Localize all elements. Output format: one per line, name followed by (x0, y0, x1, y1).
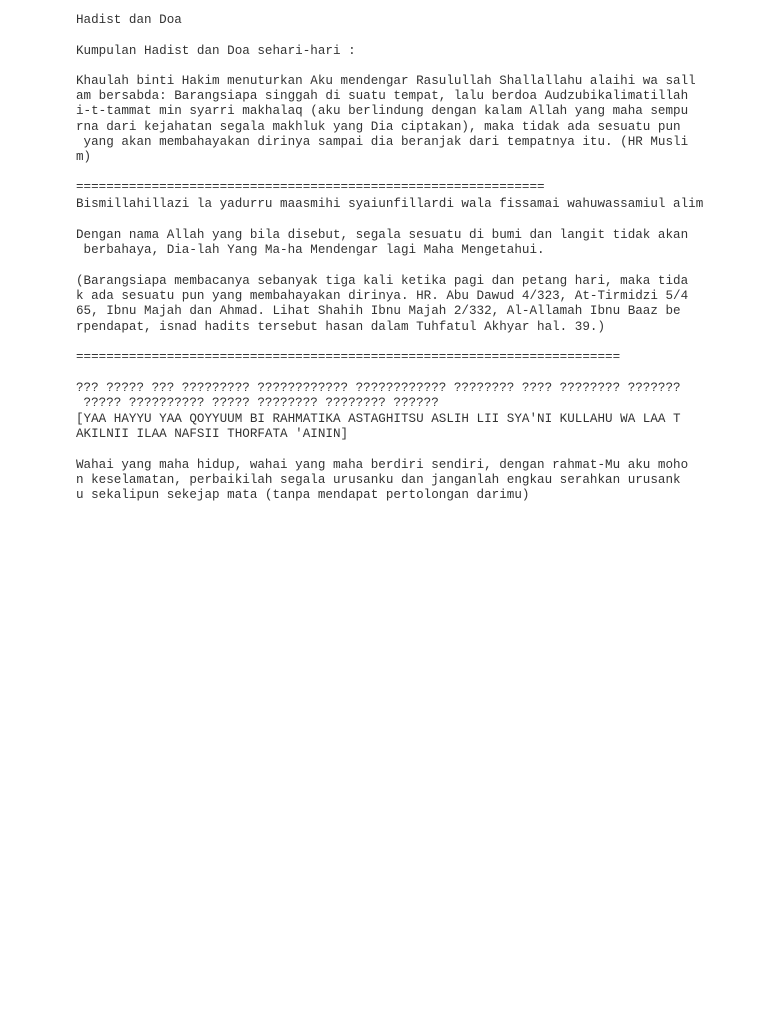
text-line: rna dari kejahatan segala makhluk yang Dia ciptakan), maka tidak ada sesuatu pun (76, 120, 681, 134)
document-title: Hadist dan Doa (76, 13, 182, 27)
text-line: berbahaya, Dia-lah Yang Ma-ha Mendengar lagi Maha Mengetahui. (76, 243, 545, 257)
text-line: m) (76, 150, 92, 164)
text-line: (Barangsiapa membacanya sebanyak tiga kali ketika pagi dan petang hari, maka tida (76, 274, 689, 288)
separator-line: ============================================================== (76, 180, 545, 194)
text-line: AKILNII ILAA NAFSII THORFATA 'AININ] (76, 427, 349, 441)
text-line: [YAA HAYYU YAA QOYYUUM BI RAHMATIKA ASTAGHITSU ASLIH LII SYA'NI KULLAHU WA LAA T (76, 412, 681, 426)
text-line: 65, Ibnu Majah dan Ahmad. Lihat Shahih Ibnu Majah 2/332, Al-Allamah Ibnu Baaz be (76, 304, 681, 318)
text-line: Dengan nama Allah yang bila disebut, segala sesuatu di bumi dan langit tidak akan (76, 228, 689, 242)
text-line: i-t-tammat min syarri makhalaq (aku berlindung dengan kalam Allah yang maha sempu (76, 104, 689, 118)
text-line: ??? ????? ??? ????????? ???????????? ???????????? ???????? ???? ???????? ??????? (76, 381, 681, 395)
separator-line: ======================================================================== (76, 350, 621, 364)
text-line: yang akan membahayakan dirinya sampai dia beranjak dari tempatnya itu. (HR Musli (76, 135, 689, 149)
document-subtitle: Kumpulan Hadist dan Doa sehari-hari : (76, 44, 356, 58)
text-line: ????? ?????????? ????? ???????? ???????? ?????? (76, 396, 439, 410)
text-line: Wahai yang maha hidup, wahai yang maha berdiri sendiri, dengan rahmat-Mu aku moho (76, 458, 689, 472)
text-line: rpendapat, isnad hadits tersebut hasan dalam Tuhfatul Akhyar hal. 39.) (76, 320, 606, 334)
text-line: u sekalipun sekejap mata (tanpa mendapat pertolongan darimu) (76, 488, 530, 502)
text-line: Bismillahillazi la yadurru maasmihi syaiunfillardi wala fissamai wahuwassamiul alim (76, 197, 704, 211)
text-line: n keselamatan, perbaikilah segala urusanku dan janganlah engkau serahkan urusank (76, 473, 681, 487)
text-line: am bersabda: Barangsiapa singgah di suatu tempat, lalu berdoa Audzubikalimatillah (76, 89, 689, 103)
text-line: Khaulah binti Hakim menuturkan Aku mendengar Rasulullah Shallallahu alaihi wa sall (76, 74, 696, 88)
text-line: k ada sesuatu pun yang membahayakan dirinya. HR. Abu Dawud 4/323, At-Tirmidzi 5/4 (76, 289, 689, 303)
